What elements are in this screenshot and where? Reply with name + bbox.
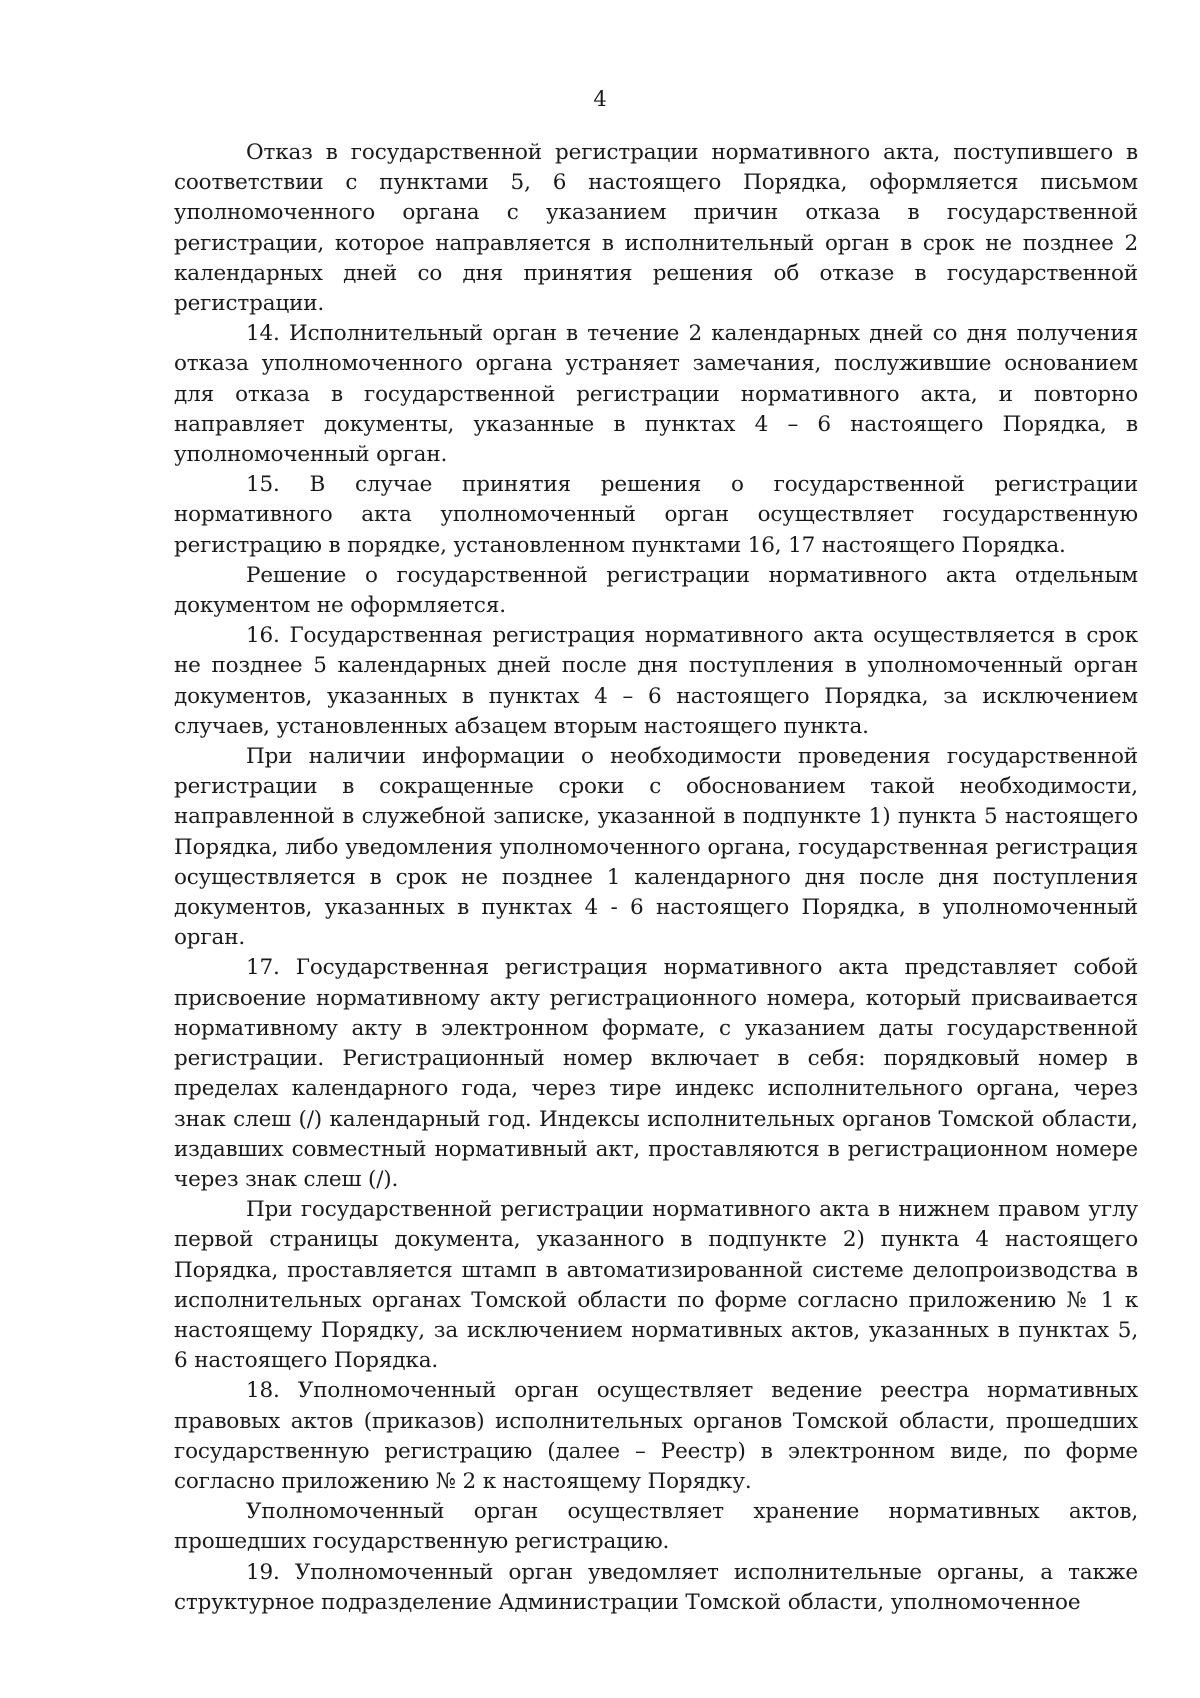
paragraph-15-decision: Решение о государственной регистрации нормативного акта отдельным документом не оформляется.	[174, 562, 1138, 619]
document-body	[174, 138, 1138, 1618]
paragraph-16-shortened-terms: При наличии информации о необходимости проведения государственной регистрации в сокращенные сроки с обоснованием такой необходимости, направленной в служебной записке, указанной в подпункте 1) пункта 5 настоящего Порядка, либо уведомления уполномоченного органа, государственная регистрация осуществляется в срок не позднее 1 календарного дня после дня поступления документов, указанных в пунктах 4 - 6 настоящего Порядка, в уполномоченный орган.	[174, 744, 1138, 951]
paragraph-19: 19. Уполномоченный орган уведомляет исполнительные органы, а также структурное подразделение Администрации Томской области, уполномоченное	[174, 1559, 1138, 1615]
paragraph-refusal-letter: Отказ в государственной регистрации нормативного акта, поступившего в соответствии с пунктами 5, 6 настоящего Порядка, оформляется письмом уполномоченного органа с указанием причин отказа в государственной регистрации, которое направляется в исполнительный орган в срок не позднее 2 календарных дней со дня принятия решения об отказе в государственной регистрации.	[174, 140, 1138, 317]
paragraph-15: 15. В случае принятия решения о государственной регистрации нормативного акта уполномоченный орган осуществляет государственную регистрацию в порядке, установленном пунктами 16, 17 настоящего Порядка.	[174, 472, 1138, 558]
paragraph-16: 16. Государственная регистрация нормативного акта осуществляется в срок не позднее 5 календарных дней после дня поступления в уполномоченный орган документов, указанных в пунктах 4 – 6 настоящего Порядка, за исключением случаев, установленных абзацем вторым настоящего пункта.	[174, 623, 1138, 739]
paragraph-17: 17. Государственная регистрация нормативного акта представляет собой присвоение нормативному акту регистрационного номера, который присваивается нормативному акту в электронном формате, с указанием даты государственной регистрации. Регистрационный номер включает в себя: порядковый номер в пределах календарного года, через тире индекс исполнительного органа, через знак слеш (/) календарный год. Индексы исполнительных органов Томской области, издавших совместный нормативный акт, проставляются в регистрационном номере через знак слеш (/).	[174, 955, 1138, 1192]
paragraph-17-stamp: При государственной регистрации нормативного акта в нижнем правом углу первой страницы документа, указанного в подпункте 2) пункта 4 настоящего Порядка, проставляется штамп в автоматизированной системе делопроизводства в исполнительных органах Томской области по форме согласно приложению № 1 к настоящему Порядку, за исключением нормативных актов, указанных в пунктах 5, 6 настоящего Порядка.	[174, 1197, 1138, 1374]
paragraph-14: 14. Исполнительный орган в течение 2 календарных дней со дня получения отказа уполномоченного органа устраняет замечания, послужившие основанием для отказа в государственной регистрации нормативного акта, и повторно направляет документы, указанные в пунктах 4 – 6 настоящего Порядка, в уполномоченный орган.	[174, 321, 1138, 468]
page-number: 4	[593, 87, 607, 111]
paragraph-18: 18. Уполномоченный орган осуществляет ведение реестра нормативных правовых актов (приказов) исполнительных органов Томской области, прошедших государственную регистрацию (далее – Реестр) в электронном виде, по форме согласно приложению № 2 к настоящему Порядку.	[174, 1378, 1138, 1494]
paragraph-18-storage: Уполномоченный орган осуществляет хранение нормативных актов, прошедших государственную регистрацию.	[174, 1499, 1138, 1555]
